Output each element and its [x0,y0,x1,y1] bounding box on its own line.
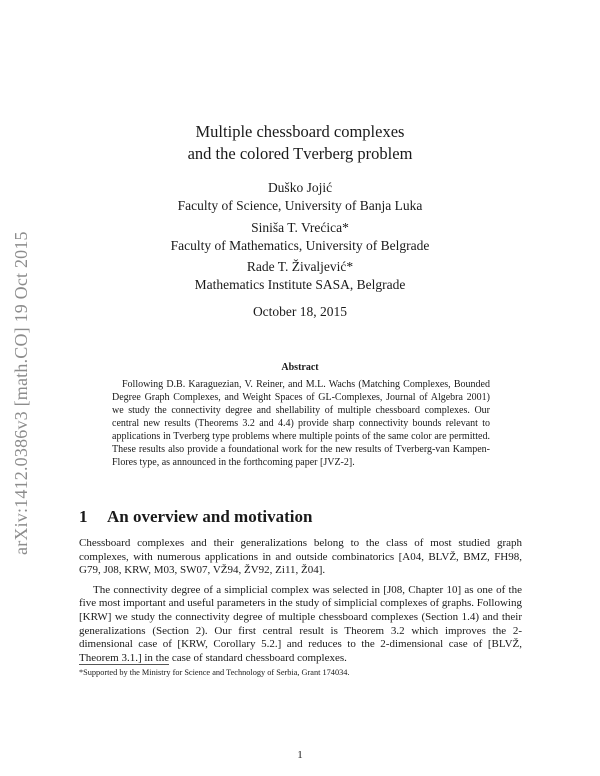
paragraph: Chessboard complexes and their generalizations belong to the class of most studied graph complexes, with numerous applications in and outside combinatorics [A04, BLVŽ, BMZ, FH98, G79, J08, KRW, M03, SW07, VŽ94, ŽV92, Zi11, Ž04]. [79,537,522,577]
author-affiliation: Mathematics Institute SASA, Belgrade [194,277,406,292]
footnote-rule [79,664,169,665]
author-affiliation: Faculty of Mathematics, University of Belgrade [170,238,430,253]
section-body [79,537,522,671]
author-affiliation: Faculty of Science, University of Banja Luka [177,198,423,213]
section-heading [79,507,312,527]
paper-title [0,121,600,165]
paragraph: The connectivity degree of a simplicial complex was selected in [J08, Chapter 10] as one of the five most important and useful parameters in the study of simplicial complexes of graphs. Following [KRW] we study the connectivity degree of multiple chessboard complexes (Section 1.4) and their generalizations (Section 2). Our first central result is Theorem 3.2 which improves the 2-dimensional case of [KRW, Corollary 5.2.] and reduces to the 2-dimensional case of [BLVŽ, Theorem 3.1.] in the case of standard chessboard complexes. [79,583,522,664]
page-number: 1 [297,749,303,761]
abstract-body [112,378,490,469]
section-number: 1 [79,507,88,526]
author-name: Rade T. Živaljević* [246,259,354,274]
arxiv-identifier-stamp: arXiv:1412.0386v3 [math.CO] 19 Oct 2015 [11,231,31,555]
author-name: Duško Jojić [267,180,333,195]
title-line-1: Multiple chessboard complexes [195,122,405,141]
author-name: Siniša T. Vrećica* [251,220,349,235]
section-title: An overview and motivation [107,507,313,526]
abstract-heading: Abstract [281,362,319,373]
footnote: *Supported by the Ministry for Science and Technology of Serbia, Grant 174034. [79,668,350,677]
title-line-2: and the colored Tverberg problem [187,144,413,163]
paper-date: October 18, 2015 [252,304,348,319]
abstract-text: Following D.B. Karaguezian, V. Reiner, and M.L. Wachs (Matching Complexes, Bounded Degree Graph Complexes, and Weight Spaces of GL-Complexes, Journal of Algebra 2001) we study the connectivity degree and shellability of multiple chessboard complexes. Our central new results (Theorems 3.2 and 4.4) provide sharp connectivity bounds relevant to applications in Tverberg type problems where multiple points of the same color are permitted. These results also provide a foundational work for the new results of Tverberg-van Kampen-Flores type, as announced in the forthcoming paper [JVZ-2]. [112,379,490,468]
